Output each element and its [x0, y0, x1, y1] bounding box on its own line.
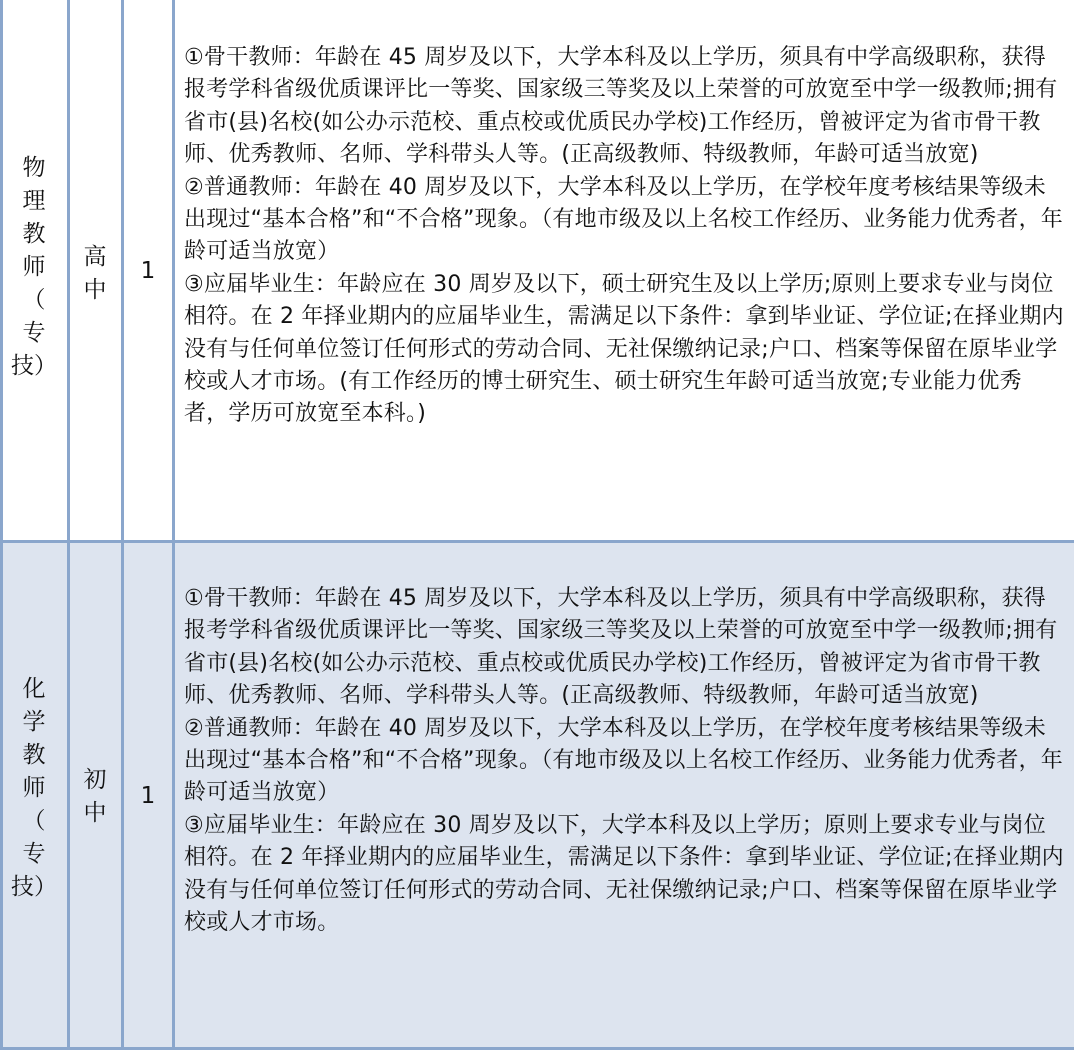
row-divider [0, 540, 1074, 543]
subject-char: 教 [22, 221, 46, 247]
subject-char: （ [22, 808, 46, 834]
column-divider [67, 0, 70, 1050]
level-char: 中 [83, 800, 107, 826]
requirement-backbone-teacher: ①骨干教师：年龄在 45 周岁及以下，大学本科及以上学历，须具有中学高级职称，获得报考学科省级优质课评比一等奖、国家级三等奖及以上荣誉的可放宽至中学一级教师;拥有省市(县)名校(如公办示范校、重点校或优质民办学校)工作经历，曾被评定为省市骨干教师、优秀教师、名师、学科带头人等。(正高级教师、特级教师，年龄可适当放宽) [184, 586, 1058, 709]
headcount-value: 1 [140, 258, 156, 284]
level-label [68, 241, 122, 307]
column-divider [172, 0, 175, 1050]
subject-label [0, 152, 68, 383]
subject-char: 理 [22, 188, 46, 214]
requirements-text [184, 583, 1066, 939]
column-divider [121, 0, 124, 1050]
requirements-cell [174, 0, 1074, 541]
level-char: 初 [83, 767, 107, 793]
count-cell [122, 541, 174, 1050]
level-label [68, 764, 122, 830]
count-cell [122, 0, 174, 541]
headcount-value: 1 [140, 783, 156, 809]
requirements-text [184, 42, 1066, 431]
subject-label [0, 673, 68, 904]
requirements-cell [174, 541, 1074, 1050]
subject-char: 教 [22, 742, 46, 768]
subject-char: 技） [11, 874, 57, 900]
subject-char: 化 [22, 676, 46, 702]
subject-char: 学 [22, 709, 46, 735]
table-row-chemistry [0, 541, 1074, 1050]
requirement-regular-teacher: ②普通教师：年龄在 40 周岁及以下，大学本科及以上学历，在学校年度考核结果等级未出现过“基本合格”和“不合格”现象。（有地市级及以上名校工作经历、业务能力优秀者，年龄可适当放宽） [184, 715, 1063, 806]
level-cell [68, 541, 122, 1050]
subject-char: 师 [22, 254, 46, 280]
subject-char: 师 [22, 775, 46, 801]
subject-char: 专 [22, 841, 46, 867]
requirement-backbone-teacher: ①骨干教师：年龄在 45 周岁及以下，大学本科及以上学历，须具有中学高级职称，获得报考学科省级优质课评比一等奖、国家级三等奖及以上荣誉的可放宽至中学一级教师;拥有省市(县)名校(如公办示范校、重点校或优质民办学校)工作经历，曾被评定为省市骨干教师、优秀教师、名师、学科带头人等。(正高级教师、特级教师，年龄可适当放宽) [184, 45, 1058, 168]
subject-char: 技） [11, 353, 57, 379]
level-char: 高 [83, 244, 107, 270]
requirement-fresh-graduate: ③应届毕业生：年龄应在 30 周岁及以下，大学本科及以上学历；原则上要求专业与岗位相符。在 2 年择业期内的应届毕业生，需满足以下条件：拿到毕业证、学位证;在择业期内没有与任何单位签订任何形式的劳动合同、无社保缴纳记录;户口、档案等保留在原毕业学校或人才市场。 [184, 812, 1064, 936]
requirement-regular-teacher: ②普通教师：年龄在 40 周岁及以下，大学本科及以上学历，在学校年度考核结果等级未出现过“基本合格”和“不合格”现象。（有地市级及以上名校工作经历、业务能力优秀者，年龄可适当放宽） [184, 174, 1063, 265]
level-cell [68, 0, 122, 541]
subject-char: （ [22, 287, 46, 313]
level-char: 中 [83, 277, 107, 303]
subject-cell [0, 541, 68, 1050]
table-border-left [0, 0, 3, 1050]
subject-char: 物 [22, 155, 46, 181]
subject-char: 专 [22, 320, 46, 346]
requirement-fresh-graduate: ③应届毕业生：年龄应在 30 周岁及以下，硕士研究生及以上学历;原则上要求专业与岗位相符。在 2 年择业期内的应届毕业生，需满足以下条件：拿到毕业证、学位证;在择业期内没有与任何单位签订任何形式的劳动合同、无社保缴纳记录;户口、档案等保留在原毕业学校或人才市场。(有工作经历的博士研究生、硕士研究生年龄可适当放宽;专业能力优秀者，学历可放宽至本科。) [184, 271, 1064, 427]
subject-cell [0, 0, 68, 541]
